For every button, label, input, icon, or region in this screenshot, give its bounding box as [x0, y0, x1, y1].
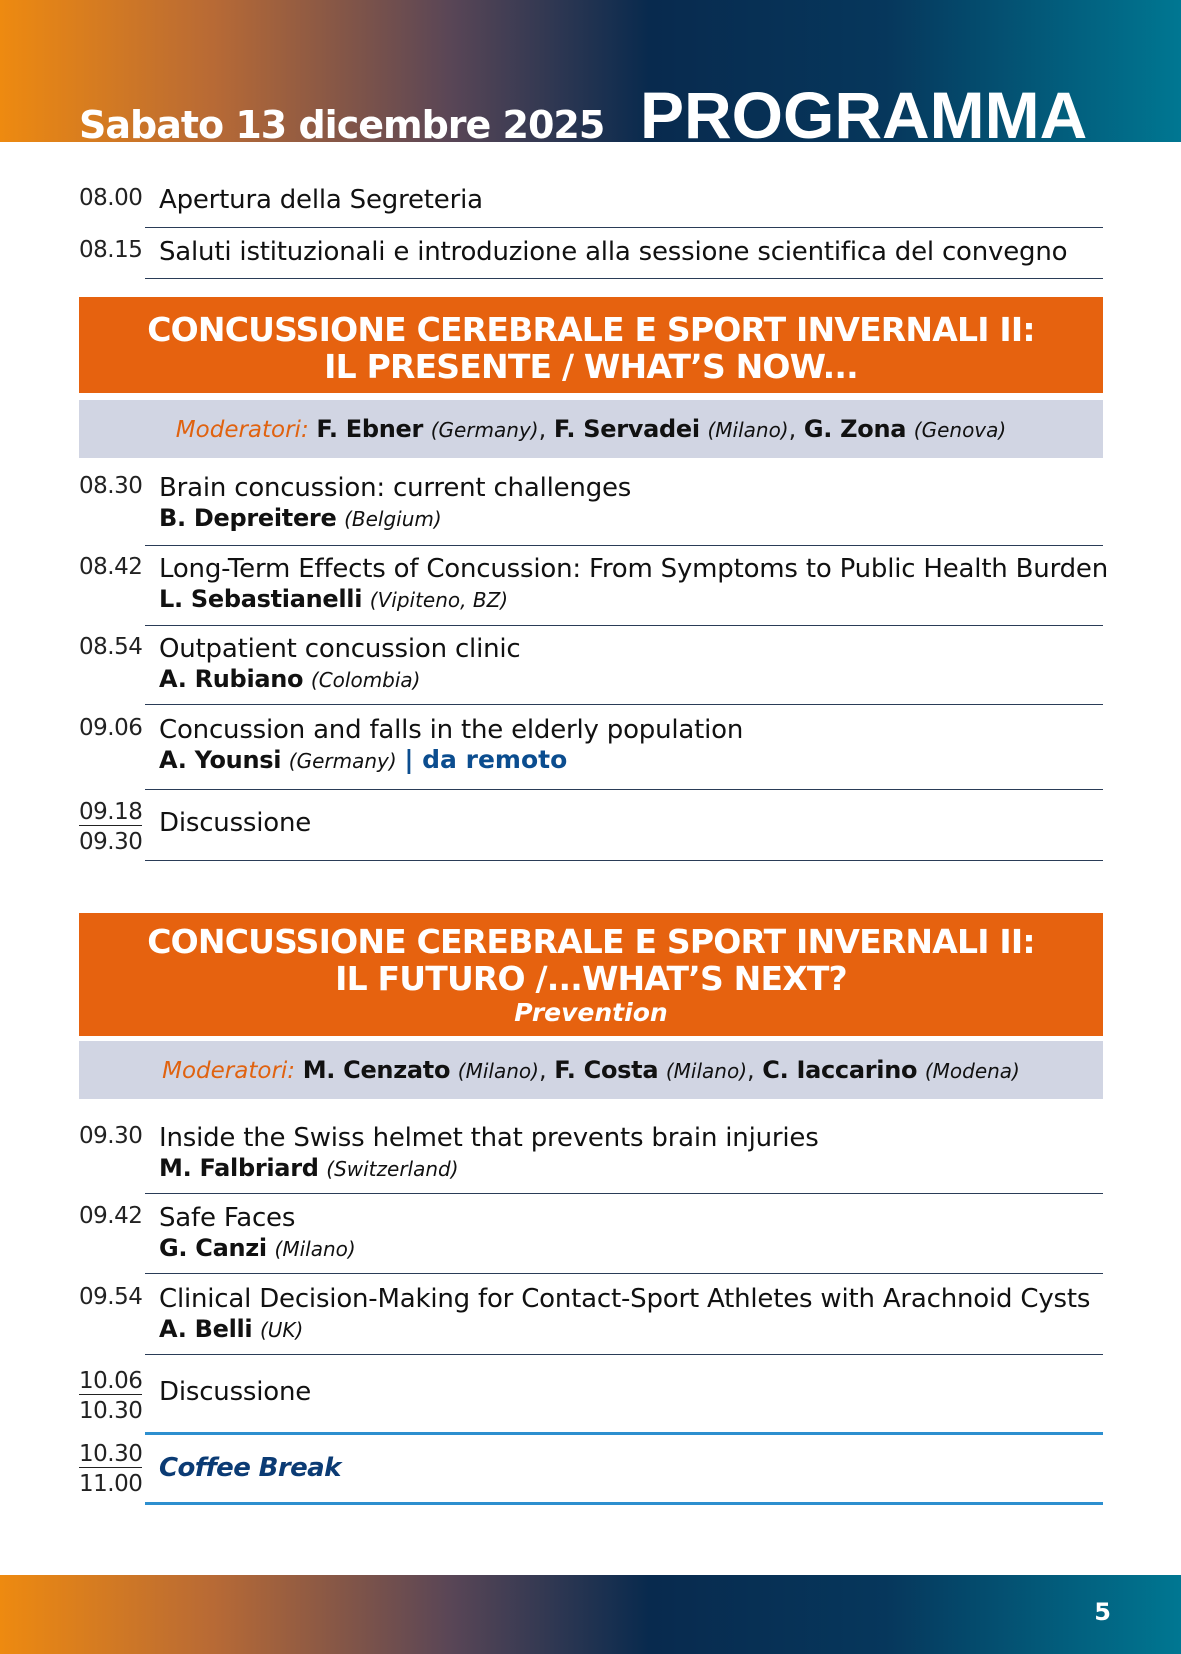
talk-title: Outpatient concussion clinic: [159, 634, 521, 664]
moderators-bar: Moderatori: F. Ebner (Germany), F. Servadei (Milano), G. Zona (Genova): [79, 400, 1103, 458]
session-heading: [79, 913, 1103, 1036]
session-title-line1: CONCUSSIONE CEREBRALE E SPORT INVERNALI II:: [147, 310, 1035, 349]
row-time: 09.54: [79, 1284, 143, 1310]
time-start: 10.06: [79, 1368, 143, 1394]
divider: [145, 704, 1103, 705]
speaker-place: (Colombia): [310, 668, 421, 692]
row-time: 08.00: [79, 185, 143, 211]
speaker-name: L. Sebastianelli: [159, 585, 363, 613]
divider: [145, 860, 1103, 861]
moderator-place: (Germany): [430, 418, 539, 442]
footer-band: [0, 1575, 1181, 1654]
divider: [145, 1193, 1103, 1194]
remote-tag: | da remoto: [404, 745, 568, 774]
row-time: 08.30: [79, 473, 143, 499]
time-start: 10.30: [79, 1441, 143, 1467]
speaker-name: A. Belli: [159, 1315, 253, 1343]
moderator-name: G. Zona: [803, 415, 907, 443]
header-date: Sabato 13 dicembre 2025: [79, 103, 605, 142]
row-time: 08.15: [79, 237, 143, 263]
speaker-place: (Belgium): [344, 507, 442, 531]
speaker-name: A. Younsi: [159, 746, 282, 774]
talk-title: Long-Term Effects of Concussion: From Symptoms to Public Health Burden: [159, 554, 1108, 584]
talk-title: Safe Faces: [159, 1203, 296, 1233]
page-number: 5: [1094, 1598, 1111, 1626]
speaker-place: (Switzerland): [326, 1157, 459, 1181]
speaker-place: (Milano): [274, 1237, 356, 1261]
row-time: 09.06: [79, 715, 143, 741]
divider: [145, 625, 1103, 626]
talk-title: Brain concussion: current challenges: [159, 473, 632, 503]
divider: [145, 789, 1103, 790]
divider: [145, 1354, 1103, 1355]
row-title: Apertura della Segreteria: [159, 185, 483, 215]
row-title: Saluti istituzionali e introduzione alla sessione scientifica del convegno: [159, 237, 1068, 267]
moderators-label: Moderatori:: [175, 417, 309, 443]
discussion-title: Discussione: [159, 808, 312, 838]
divider: [145, 1273, 1103, 1274]
moderator-name: F. Ebner: [316, 415, 424, 443]
moderators-label: Moderatori:: [162, 1058, 296, 1084]
moderator-place: (Milano): [707, 418, 789, 442]
moderator-place: (Milano): [457, 1059, 539, 1083]
divider: [145, 1502, 1103, 1505]
session-subtitle: Prevention: [514, 998, 668, 1027]
speaker-name: A. Rubiano: [159, 665, 304, 693]
session-heading: [79, 297, 1103, 393]
speaker-place: (Vipiteno, BZ): [369, 588, 509, 612]
row-time: 08.54: [79, 634, 143, 660]
discussion-title: Discussione: [159, 1377, 312, 1407]
moderators-bar: Moderatori: M. Cenzato (Milano), F. Costa (Milano), C. Iaccarino (Modena): [79, 1041, 1103, 1099]
moderator-place: (Modena): [924, 1059, 1020, 1083]
speaker-name: G. Canzi: [159, 1234, 267, 1262]
row-time: 08.42: [79, 554, 143, 580]
time-end: 09.30: [79, 829, 143, 855]
talk-title: Clinical Decision-Making for Contact-Sport Athletes with Arachnoid Cysts: [159, 1284, 1091, 1314]
talk-title: Inside the Swiss helmet that prevents brain injuries: [159, 1123, 819, 1153]
divider: [145, 227, 1103, 228]
row-time: 09.30: [79, 1123, 143, 1149]
header-title: PROGRAMMA: [640, 82, 1088, 142]
moderator-place: (Milano): [665, 1059, 748, 1083]
divider: [145, 278, 1103, 279]
moderator-name: F. Costa: [554, 1056, 659, 1084]
talk-title: Concussion and falls in the elderly population: [159, 715, 744, 745]
session-title-line2: IL PRESENTE / WHAT’S NOW...: [324, 347, 858, 386]
divider: [145, 1432, 1103, 1435]
speaker-place: (Germany): [288, 749, 397, 773]
speaker-place: (UK): [259, 1318, 304, 1342]
moderator-name: M. Cenzato: [302, 1056, 451, 1084]
divider: [145, 545, 1103, 546]
session-title-line1: CONCUSSIONE CEREBRALE E SPORT INVERNALI II:: [147, 922, 1035, 961]
time-end: 10.30: [79, 1398, 143, 1424]
time-start: 09.18: [79, 799, 143, 825]
moderator-place: (Genova): [913, 418, 1007, 442]
speaker-name: M. Falbriard: [159, 1154, 319, 1182]
session-title-line2: IL FUTURO /...WHAT’S NEXT?: [335, 959, 847, 998]
row-time: 09.42: [79, 1203, 143, 1229]
moderator-name: C. Iaccarino: [762, 1056, 918, 1084]
moderator-name: F. Servadei: [553, 415, 700, 443]
coffee-break-title: Coffee Break: [159, 1453, 341, 1483]
time-end: 11.00: [79, 1471, 143, 1497]
speaker-name: B. Depreitere: [159, 504, 337, 532]
